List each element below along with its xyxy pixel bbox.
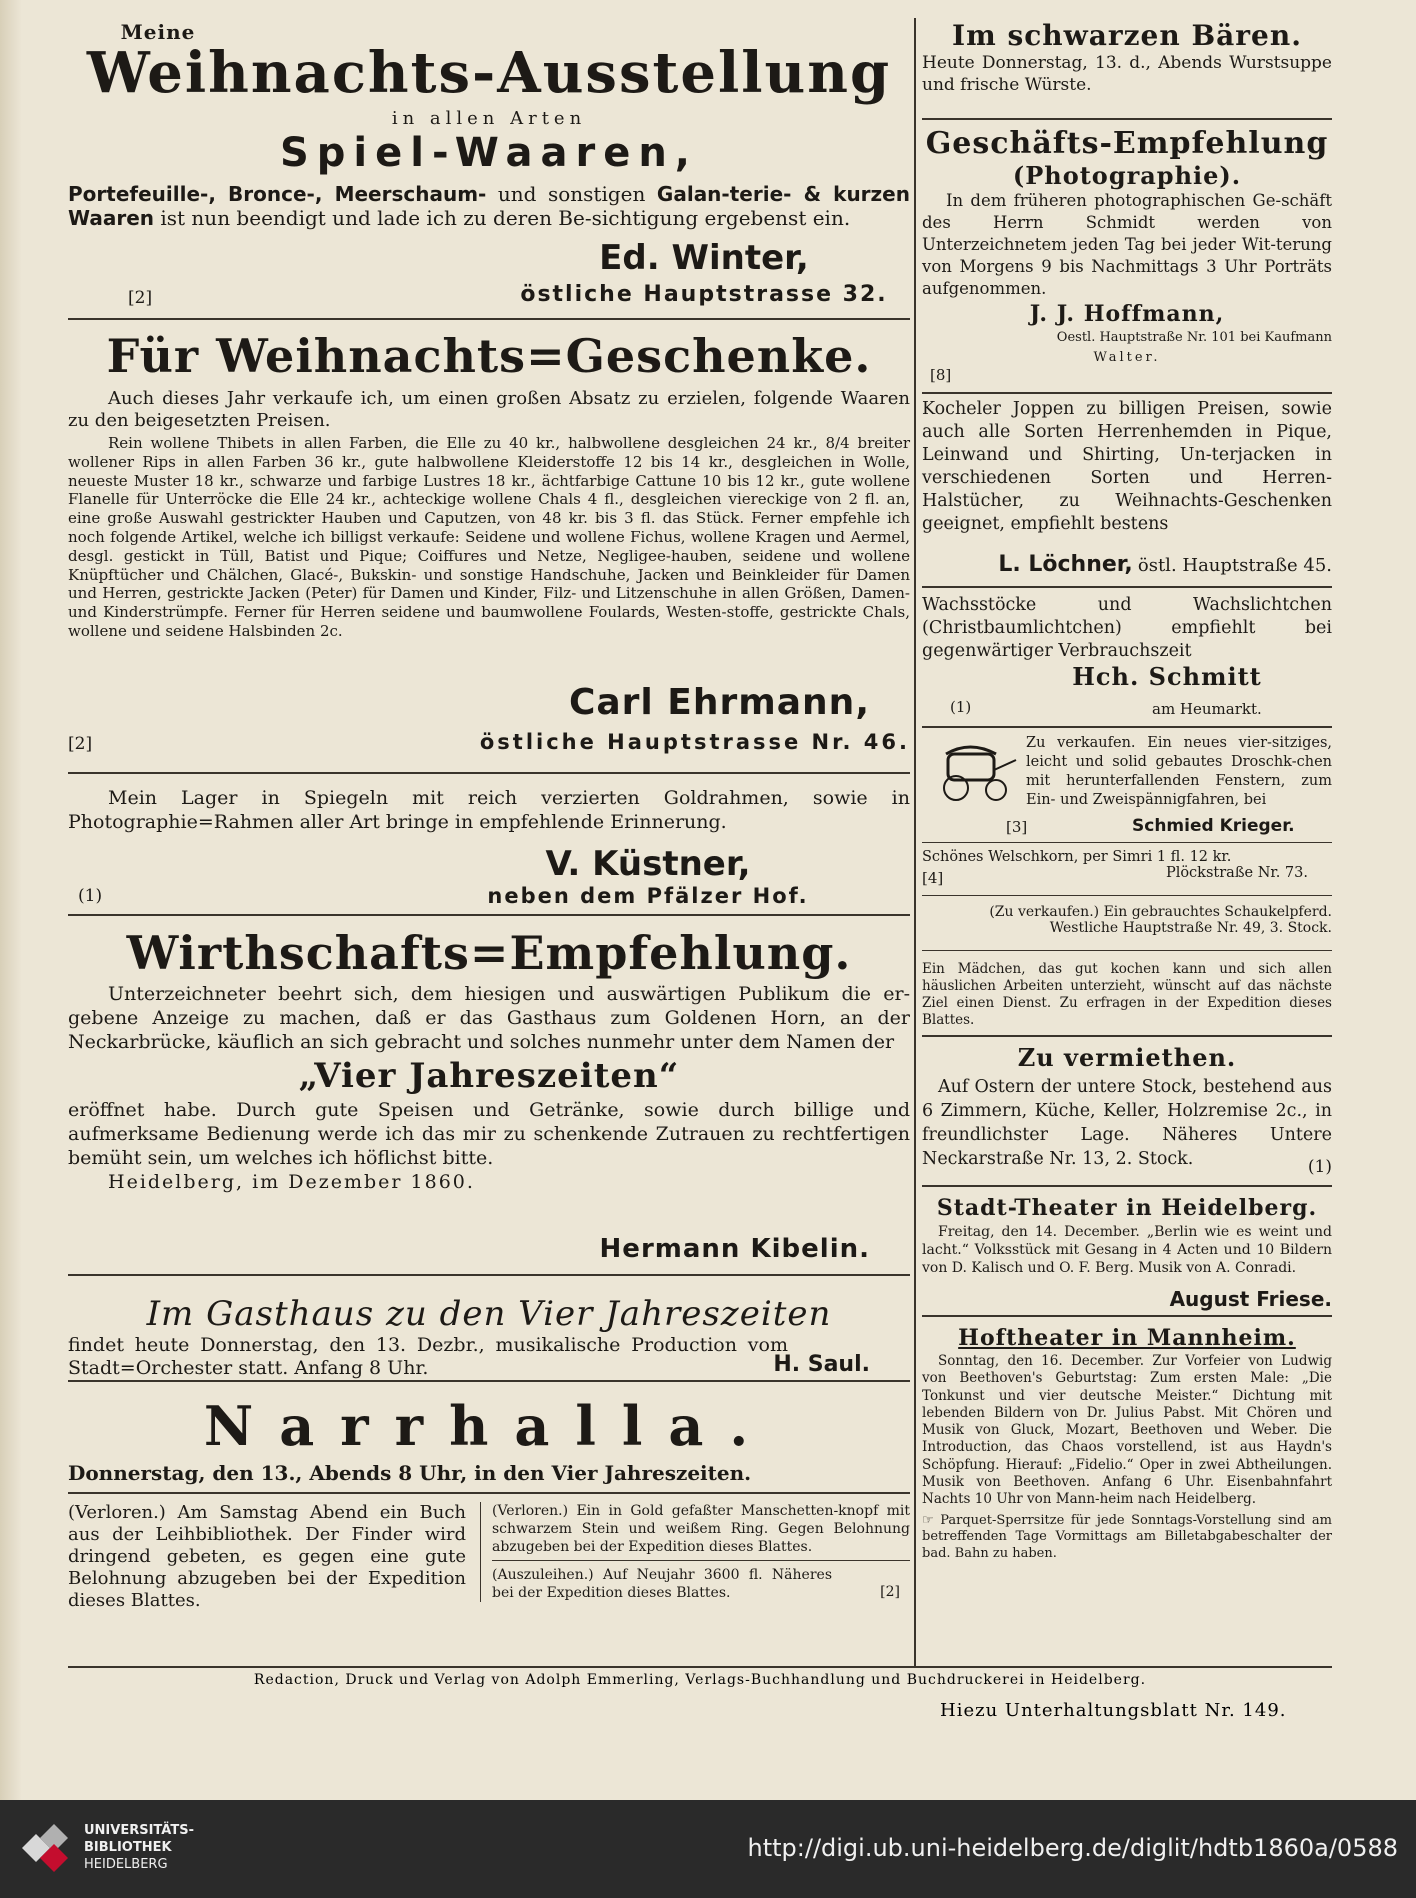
ad2-name: Carl Ehrmann, [568, 682, 870, 723]
ad4-quote: „Vier Jahreszeiten“ [298, 1056, 680, 1096]
r3-address: östl. Hauptstraße 45. [1137, 555, 1332, 576]
r3-footer [998, 552, 1332, 577]
library-name-line2: BIBLIOTHEK [84, 1840, 172, 1855]
ad7-loan: (Auszuleihen.) Auf Neujahr 3600 fl. Näheres bei der Expedition dieses Blattes. [492, 1567, 832, 1601]
carriage-illustration [922, 740, 1018, 804]
ad-hoftheater-mannheim [922, 1317, 1332, 1597]
ad-kuestner [68, 774, 910, 916]
r6-mark: [4] [922, 869, 944, 887]
r2-mark: [8] [930, 366, 952, 384]
ad-wirthschafts-empfehlung [68, 916, 910, 1276]
ad2-title: Für Weihnachts=Geschenke. [106, 329, 872, 383]
r2-text: In dem früheren photographischen Ge-schäft des Herrn Schmidt werden von Unterzeichnetem jeden Tag bei jeder Wit-terung von Morgens 9 bis Nachmittags 3 Uhr Porträts aufgenommen. [922, 191, 1332, 298]
ad-welschkorn [922, 843, 1332, 896]
carriage-wheel-front [986, 780, 1006, 800]
ad1-title: Weihnachts-Ausstellung [86, 40, 892, 106]
r8-text: Ein Mädchen, das gut kochen kann und sich allen häuslichen Arbeiten unterzieht, wünscht auf das nächste Ziel einen Dienst. Zu erfragen in der Expedition dieses Blattes. [922, 961, 1332, 1028]
ad4-text2: eröffnet habe. Durch gute Speisen und Getränke, sowie durch billige und aufmerksame Bedienung werde ich das mir zu schenkende Zutrauen zu rechtfertigen bemüht sein, um welches ich höflichst bitte. [68, 1099, 910, 1169]
ad1-text [68, 182, 910, 230]
ad1-name: Ed. Winter, [599, 238, 809, 278]
r11-title: Hoftheater in Mannheim. [958, 1325, 1296, 1351]
right-column [922, 20, 1332, 1660]
ad-maedchen [922, 951, 1332, 1037]
ad1-mark: [2] [128, 288, 153, 308]
column-divider [914, 18, 916, 1668]
ad-small-notices [68, 1494, 910, 1610]
ad1-text-c: Galan-terie- & kurzen Waaren [68, 182, 910, 230]
ad2-address: östliche Hauptstrasse Nr. 46. [479, 730, 910, 754]
ad-fuer-weihnachts-geschenke [68, 320, 910, 774]
library-name-line3: HEIDELBERG [84, 1857, 168, 1872]
ad7-divider [480, 1502, 481, 1602]
ad4-text1: Unterzeichneter beehrt sich, dem hiesigen und auswärtigen Publikum die er-gebene Anzeige zu machen, daß er das Gasthaus zum Goldenen Horn, an der Neckarbrücke, käuflich an sich gebracht und solches nunmehr unter dem Namen der [68, 983, 910, 1053]
r2-address: Oestl. Hauptstraße Nr. 101 bei Kaufmann [1056, 330, 1332, 345]
r2-subtitle: (Photographie). [1012, 161, 1242, 190]
ad1-address: östliche Hauptstrasse 32. [520, 282, 888, 307]
r6-text: Schönes Welschkorn, per Simri 1 fl. 12 kr. [922, 849, 1232, 865]
source-url-link[interactable]: http://digi.ub.uni-heidelberg.de/diglit/hdtb1860a/0588 [747, 1834, 1398, 1862]
r4-text: Wachsstöcke und Wachslichtchen (Christbaumlichtchen) empfiehlt bei gegenwärtiger Verbrauchszeit [922, 595, 1332, 661]
ad-narrhalla [68, 1382, 910, 1494]
ad3-name: V. Küstner, [545, 844, 751, 884]
ad1-text-d: ist nun beendigt und lade ich zu deren Be-sichtigung ergebenst ein. [160, 206, 851, 230]
r7-text: (Zu verkaufen.) Ein gebrauchtes Schaukelpferd. [989, 904, 1332, 920]
r2-name: J. J. Hoffmann, [1029, 301, 1225, 327]
ad-loechner [922, 394, 1332, 588]
r2-address2: Walter. [1093, 350, 1161, 365]
r5-mark: [3] [1006, 818, 1028, 836]
library-footer [0, 1800, 1416, 1898]
ad3-mark: (1) [78, 886, 103, 906]
library-name [84, 1822, 194, 1873]
r1-text: Heute Donnerstag, 13. d., Abends Wurstsuppe und frische Würste. [922, 53, 1332, 95]
r5-text: Zu verkaufen. Ein neues vier-sitziges, leicht und solid gebautes Droschk-chen mit herunterfallenden Fenstern, zum Ein- und Zweispännigfahren, bei [1026, 735, 1332, 808]
carriage-shaft [994, 760, 1016, 770]
supplement-note: Hiezu Unterhaltungsblatt Nr. 149. [940, 1700, 1287, 1721]
r11-parquet: ☞ Parquet-Sperrsitze für jede Sonntags-Vorstellung sind am betreffenden Tage Vormittags am Billetabgabeschalter der bad. Bahn zu haben. [922, 1512, 1332, 1562]
ad7-lost-book: (Verloren.) Am Samstag Abend ein Buch aus der Leihbibliothek. Der Finder wird dringend gebeten, es gegen eine gute Belohnung abzugeben bei der Expedition dieses Blattes. [68, 1502, 466, 1611]
ad5-title: Im Gasthaus zu den Vier Jahreszeiten [146, 1294, 832, 1334]
ad7-divider-h [492, 1560, 910, 1561]
ad5-text: findet heute Donnerstag, den 13. Dezbr., musikalische Production vom Stadt=Orchester statt. Anfang 8 Uhr. [68, 1334, 788, 1379]
imprint: Redaction, Druck und Verlag von Adolph Emmerling, Verlags-Buchhandlung und Buchdruckerei in Heidelberg. [253, 1672, 1147, 1688]
r9-text: Auf Ostern der untere Stock, bestehend aus 6 Zimmern, Küche, Keller, Holzremise 2c., in freundlichster Lage. Näheres Untere Neckarstraße Nr. 13, 2. Stock. [922, 1077, 1332, 1169]
r2-title: Geschäfts-Empfehlung [925, 126, 1329, 161]
library-name-line1: UNIVERSITÄTS- [84, 1823, 194, 1838]
ad4-name: Hermann Kibelin. [599, 1234, 870, 1264]
ad6-text: Donnerstag, den 13., Abends 8 Uhr, in den Vier Jahreszeiten. [68, 1461, 752, 1485]
ad1-text-b: und sonstigen [497, 182, 646, 206]
ad7-mark: [2] [880, 1584, 900, 1600]
ad-weihnachts-ausstellung [68, 20, 910, 320]
ad1-meine: Meine [120, 20, 196, 44]
r4-name: Hch. Schmitt [1072, 662, 1262, 691]
r9-title: Zu vermiethen. [1017, 1043, 1237, 1072]
r6-address: Plöckstraße Nr. 73. [1165, 865, 1308, 881]
imprint-rule [68, 1666, 1332, 1668]
r7-address: Westliche Hauptstraße Nr. 49, 3. Stock. [1049, 920, 1332, 936]
ad6-title: Narrhalla. [203, 1394, 775, 1458]
r3-text: Kocheler Joppen zu billigen Preisen, sowie auch alle Sorten Herrenhemden in Pique, Leinwand und Shirting, Un-terjacken in verschiedenen Sorten und Herren-Halstücher, zu Weihnachts-Geschenken geeignet, empfiehlt bestens [922, 399, 1332, 534]
r3-name: L. Löchner, [998, 552, 1133, 577]
r10-text: Freitag, den 14. December. „Berlin wie es weint und lacht.“ Volksstück mit Gesang in 4 Acten und 10 Bildern von D. Kalisch und O. F. Berg. Musik von A. Conradi. [922, 1224, 1332, 1276]
r1-title: Im schwarzen Bären. [952, 19, 1302, 52]
r11-text: Sonntag, den 16. December. Zur Vorfeier von Ludwig von Beethoven's Geburtstag: Zum ersten Male: „Die Tonkunst und vier deutsche Meister.“ Dichtung mit lebenden Bildern von Dr. Julius Pabst. Mit Chören und Musik von Gluck, Mozart, Beethoven und Weber. Die Introduction, das Chaos vorstellend, ist aus Haydn's Schöpfung. Hierauf: „Fidelio.“ Oper in zwei Abtheilungen. Musik von Beethoven. Anfang 6 Uhr. Eisenbahnfahrt Nachts 10 Uhr von Mann-heim nach Heidelberg. [922, 1353, 1332, 1508]
ad-photographie [922, 120, 1332, 394]
ad-zu-vermiethen [922, 1037, 1332, 1187]
r5-name: Schmied Krieger. [1132, 816, 1295, 836]
ad3-text: Mein Lager in Spiegeln mit reich verzierten Goldrahmen, sowie in Photographie=Rahmen aller Art bringe in empfehlende Erinnerung. [68, 787, 910, 833]
ad2-body: Rein wollene Thibets in allen Farben, die Elle zu 40 kr., halbwollene desgleichen 24 kr., 8/4 breiter wollener Rips in allen Farben 36 kr., gute halbwollene Kleiderstoffe 12 bis 14 kr., desgleichen in Wolle, neueste Muster 18 kr., schwarze und farbige Lustres 18 kr., ächtfarbige Cattune 10 bis 12 kr., gute wollene Flanelle für Unterröcke die Elle 24 kr., achteckige wollene Chals 4 fl., desgleichen viereckige von 2 fl. an, eine große Auswahl gestrickter Hauben und Caputzen, von 48 kr. bis 3 fl. das Stück. Ferner empfehle ich noch folgende Artikel, welche ich billigst verkaufe: Seidene und wollene Fichus, wollene Kragen und Aermel, desgl. gestickt in Tüll, Batist und Pique; Coiffures und Netze, Negligee-hauben, seidene und wollene Knüpftücher und Chälchen, Glacé-, Bukskin- und sonstige Handschuhe, Jacken und Beinkleider für Damen und Herren, gestrickte Jacken (Peter) für Damen und Kinder, Filz- und Litzenschuhe in allen Größen, Damen- und Kinderstrümpfe. Ferner für Herren seidene und baumwollene Foulards, Westen-stoffe, gestrickte Chals, wollene und seidene Halsbinden 2c. [68, 434, 910, 640]
ad1-spiel-waaren: Spiel-Waaren, [279, 130, 698, 176]
ad1-subtitle: in allen Arten [391, 108, 587, 129]
university-library-logo[interactable] [16, 1818, 76, 1878]
ad-schmitt [922, 588, 1332, 728]
r4-address: am Heumarkt. [1152, 700, 1262, 718]
ad2-intro: Auch dieses Jahr verkaufe ich, um einen großen Absatz zu erzielen, folgende Waaren zu den beigesetzten Preisen. [68, 388, 910, 431]
ad4-title: Wirthschafts=Empfehlung. [126, 926, 852, 980]
r10-title: Stadt-Theater in Heidelberg. [936, 1195, 1318, 1221]
ad5-name: H. Saul. [773, 1352, 870, 1377]
r10-name: August Friese. [1169, 1287, 1332, 1311]
paper-edge [0, 0, 22, 1800]
ad-krieger [922, 728, 1332, 843]
ad7-lost-cufflink: (Verloren.) Ein in Gold gefaßter Manschetten-knopf mit schwarzem Stein und weißem Ring. Gegen Belohnung abzugeben bei der Expedition dieses Blattes. [492, 1503, 910, 1555]
ad2-mark: [2] [68, 734, 93, 754]
ad4-place: Heidelberg, im Dezember 1860. [108, 1171, 475, 1193]
ad-schaukelpferd [922, 896, 1332, 951]
ad-schwarzer-baer [922, 20, 1332, 120]
ad3-address: neben dem Pfälzer Hof. [487, 884, 809, 908]
ad-gasthaus-vier-jahreszeiten [68, 1276, 910, 1382]
r9-mark: (1) [1307, 1157, 1332, 1177]
ad1-text-a: Portefeuille-, Bronce-, Meerschaum- [68, 182, 487, 206]
ad-stadt-theater [922, 1187, 1332, 1317]
left-column [68, 20, 910, 1660]
r4-mark: (1) [950, 698, 972, 716]
